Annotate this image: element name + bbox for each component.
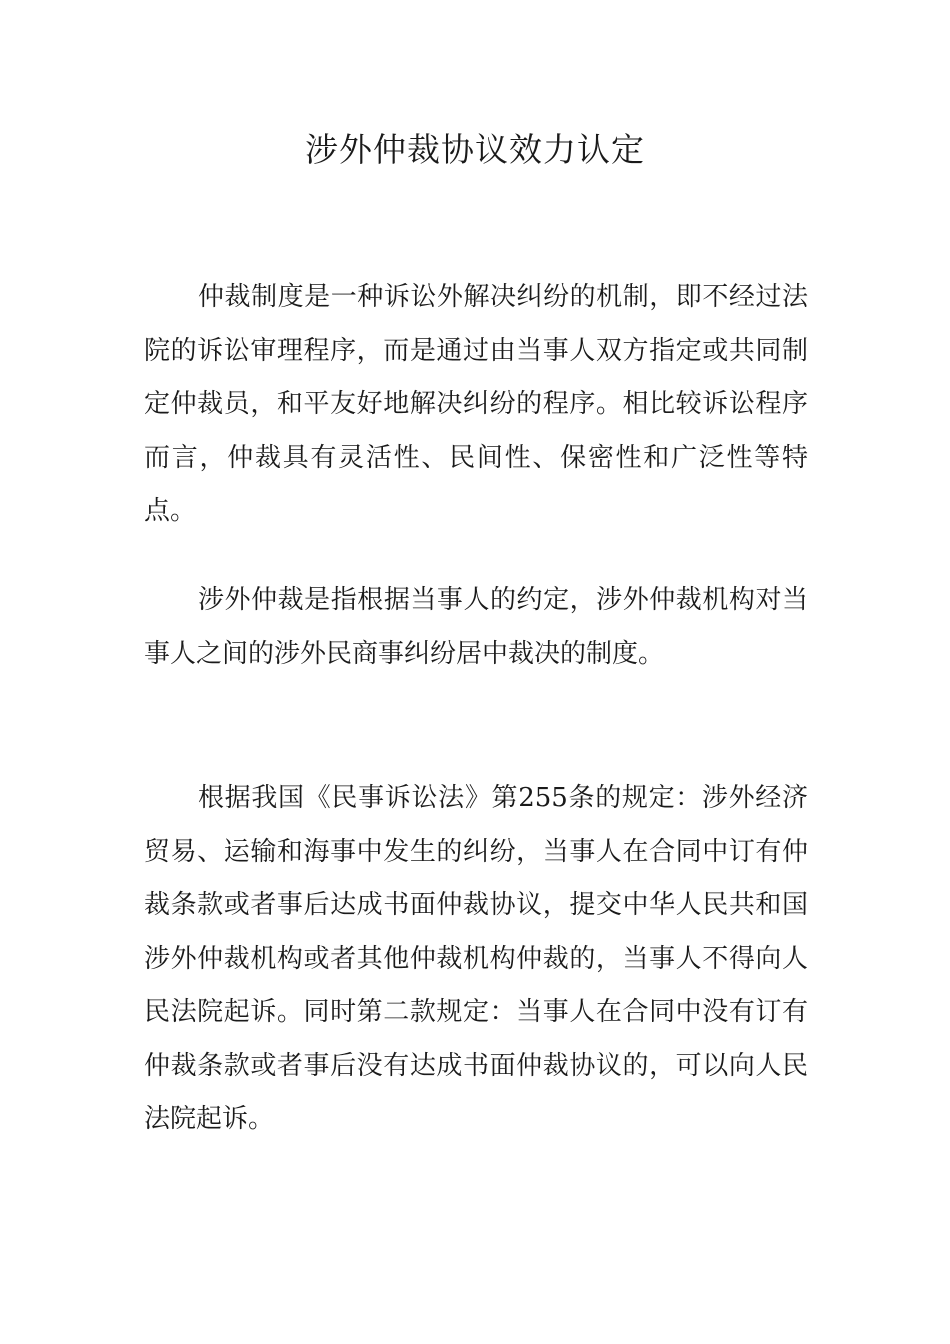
paragraph-arbitration-system: 仲裁制度是一种诉讼外解决纠纷的机制，即不经过法院的诉讼审理程序，而是通过由当事人双方指定或共同制定仲裁员，和平友好地解决纠纷的程序。相比较诉讼程序而言，仲裁具有灵活性、民间性、保密性和广泛性等特点。 [144,282,808,526]
paragraph-civil-procedure-law: 根据我国《民事诉讼法》第255条的规定：涉外经济贸易、运输和海事中发生的纠纷，当事人在合同中订有仲裁条款或者事后达成书面仲裁协议，提交中华人民共和国涉外仲裁机构或者其他仲裁机构仲裁的，当事人不得向人民法院起诉。同时第二款规定：当事人在合同中没有订有仲裁条款或者事后没有达成书面仲裁协议的，可以向人民法院起诉。 [144,783,808,1134]
document-title: 涉外仲裁协议效力认定 [305,130,645,169]
paragraph-foreign-arbitration: 涉外仲裁是指根据当事人的约定，涉外仲裁机构对当事人之间的涉外民商事纠纷居中裁决的制度。 [144,585,808,669]
